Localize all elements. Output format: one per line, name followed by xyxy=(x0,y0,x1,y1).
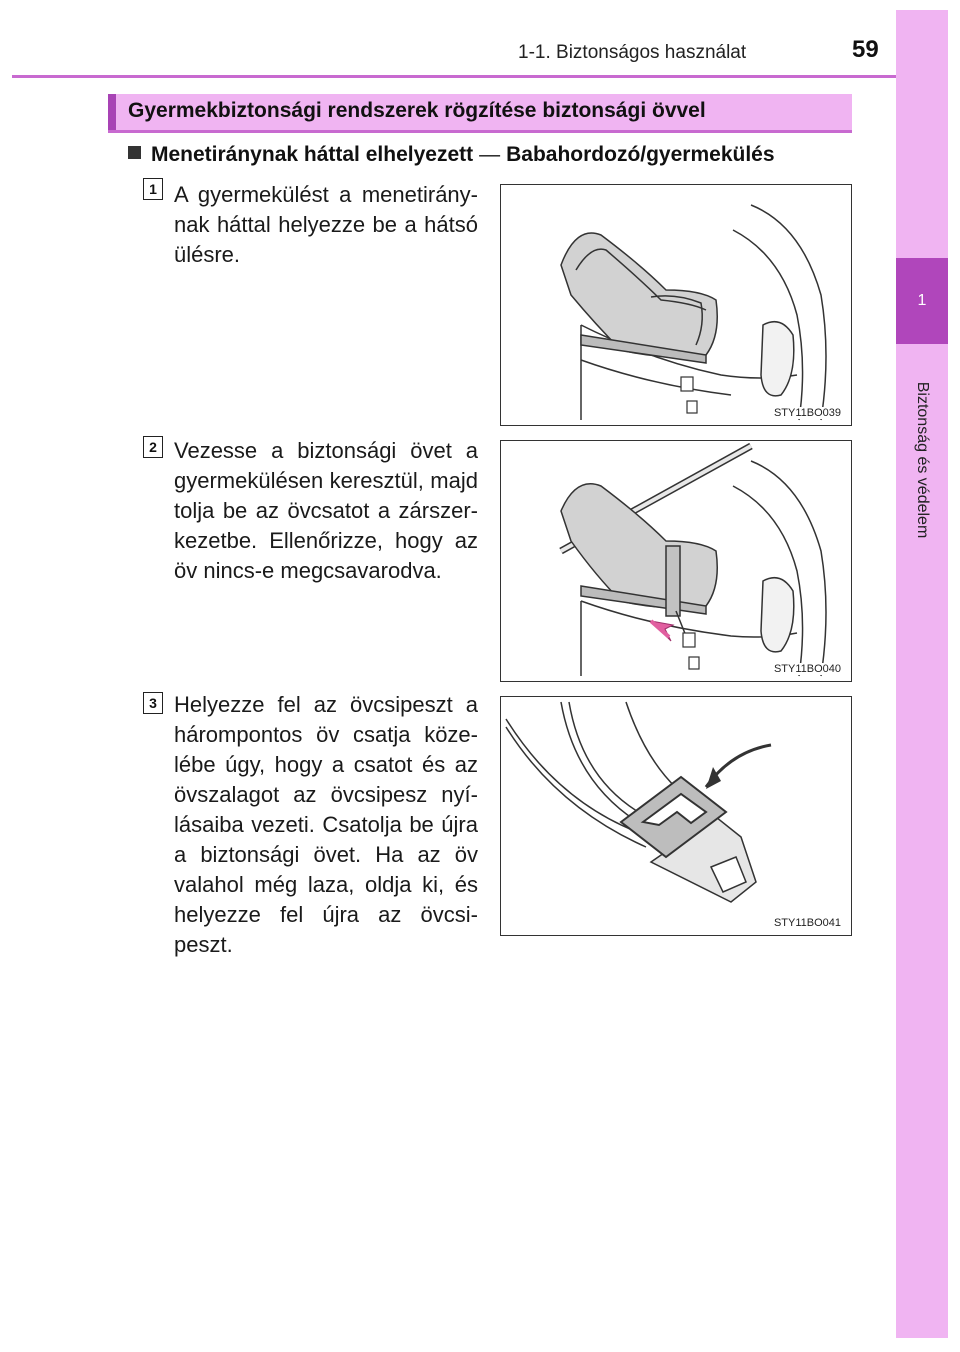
step-2-figure xyxy=(500,440,852,682)
step-3-number: 3 xyxy=(143,692,163,714)
chapter-label: Biztonság és védelem xyxy=(914,381,931,539)
subheading-left: Menetiránynak háttal elhelyezett xyxy=(151,143,474,166)
chapter-number-tab: 1 xyxy=(896,258,948,344)
step-2-text: Vezesse a biztonsági övet a gyermekülésen keresztül, majd tolja be az övcsatot a zárszer-kezetbe. Ellenőrizze, hogy az öv nincs-e megcsavarodva. xyxy=(174,438,478,583)
section-title-bar xyxy=(108,94,852,133)
seat-belt-routing-illustration xyxy=(501,441,851,681)
step-3-figure xyxy=(500,696,852,936)
step-2-figure-code: STY11BO040 xyxy=(773,663,841,675)
page-number: 59 xyxy=(852,36,879,63)
rear-facing-child-seat-illustration xyxy=(501,185,851,425)
chapter-sidebar xyxy=(896,10,948,1338)
subheading-right: Babahordozó/gyermekülés xyxy=(506,143,775,166)
header-divider xyxy=(12,75,896,78)
step-2-number: 2 xyxy=(143,436,163,458)
subheading xyxy=(128,143,775,167)
step-1-figure-code: STY11BO039 xyxy=(773,407,841,419)
step-1-number: 1 xyxy=(143,178,163,200)
page-header-title: 1-1. Biztonságos használat xyxy=(518,42,747,63)
locking-clip-illustration xyxy=(501,697,851,935)
step-1-figure xyxy=(500,184,852,426)
step-3-figure-code: STY11BO041 xyxy=(773,917,841,929)
step-1-text: A gyermekülést a menetirány-nak háttal helyezze be a hátsó ülésre. xyxy=(174,182,478,267)
section-title: Gyermekbiztonsági rendszerek rögzítése biztonsági övvel xyxy=(128,99,706,122)
step-3-text: Helyezze fel az övcsipeszt a hárompontos öv csatja köze-lébe úgy, hogy a csatot és az övszalagot az övcsipesz nyí-lásaiba vezeti. Csatolja be újra a biztonsági övet. Ha az öv valahol még laza, oldja ki, és helyezze fel újra az övcsi-peszt. xyxy=(174,692,478,957)
square-bullet-icon xyxy=(128,146,141,159)
subheading-dash: — xyxy=(479,143,501,166)
